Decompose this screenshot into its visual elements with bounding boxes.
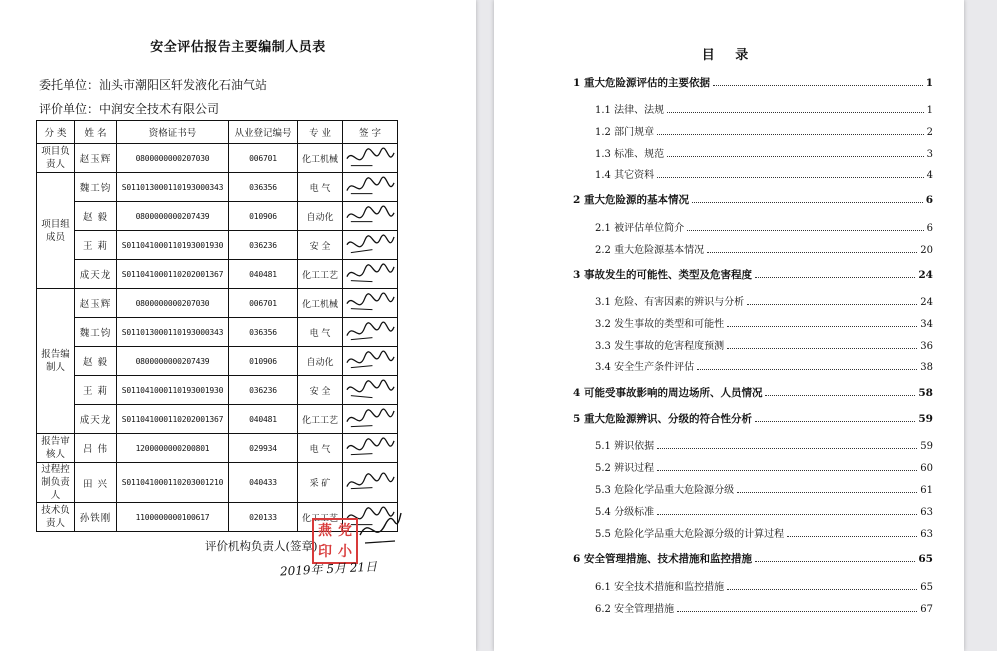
toc-title: 目 录 xyxy=(701,48,757,63)
category-cell: 项目负责人 xyxy=(37,144,75,173)
registration-cell: 036356 xyxy=(229,173,298,202)
header-signature: 签 字 xyxy=(343,121,398,144)
toc-chapter-entry xyxy=(573,551,933,566)
certificate-cell: S011041000110202001367 xyxy=(117,405,229,434)
toc-page-number: 65 xyxy=(920,582,933,593)
certificate-cell: S011013000110193000343 xyxy=(117,318,229,347)
toc-page-number: 4 xyxy=(926,170,933,181)
certificate-cell: S011041000110203001210 xyxy=(117,463,229,503)
toc-dot-leader xyxy=(657,469,917,471)
handwritten-signature xyxy=(343,434,397,461)
handwritten-signature xyxy=(343,173,397,200)
toc-entry-title: 4 可能受事故影响的周边场所、人员情况 xyxy=(573,387,763,399)
category-cell: 过程控制负责人 xyxy=(37,463,75,503)
handwritten-signature xyxy=(343,347,397,374)
specialty-cell: 自动化 xyxy=(298,347,343,376)
toc-page-number: 6 xyxy=(926,223,933,234)
toc-page-number: 24 xyxy=(918,269,933,281)
table-header-row xyxy=(37,121,398,144)
evaluator-value: 中润安全技术有限公司 xyxy=(99,102,220,116)
toc-entry-title: 2.2 重大危险源基本情况 xyxy=(595,245,705,256)
handwritten-signature xyxy=(343,260,397,287)
toc-page-number: 3 xyxy=(926,149,933,160)
stamp-char: 燕 xyxy=(318,522,332,539)
signature-cell xyxy=(343,405,398,434)
toc-entry-title: 5.4 分级标准 xyxy=(595,507,655,518)
toc-chapter-entry xyxy=(573,267,933,282)
registration-cell: 040481 xyxy=(229,405,298,434)
certificate-cell: S011041000110193001930 xyxy=(117,231,229,260)
specialty-cell: 安 全 xyxy=(298,376,343,405)
specialty-cell: 化工机械 xyxy=(298,144,343,173)
specialty-cell: 安 全 xyxy=(298,231,343,260)
name-cell: 赵 毅 xyxy=(75,202,117,231)
handwritten-signature xyxy=(343,469,397,496)
registration-cell: 036236 xyxy=(229,231,298,260)
toc-dot-leader xyxy=(755,276,915,278)
toc-section-entry xyxy=(595,358,933,373)
evaluator-line xyxy=(39,100,219,117)
handwritten-signature xyxy=(343,231,397,258)
certificate-cell: 1200000000200801 xyxy=(117,434,229,463)
toc-entry-title: 3.1 危险、有害因素的辨识与分析 xyxy=(595,297,745,308)
toc-section-entry xyxy=(595,145,933,160)
client-label: 委托单位： xyxy=(39,78,100,92)
toc-dot-leader xyxy=(727,588,917,590)
toc-section-entry xyxy=(595,166,933,181)
toc-entry-title: 5.2 辨识过程 xyxy=(595,463,655,474)
toc-page-number: 36 xyxy=(920,341,933,352)
toc-section-entry xyxy=(595,241,933,256)
handwritten-signature xyxy=(343,289,397,316)
registration-cell: 010906 xyxy=(229,347,298,376)
specialty-cell: 自动化 xyxy=(298,202,343,231)
client-line xyxy=(39,76,267,93)
toc-entry-title: 1.1 法律、法规 xyxy=(595,105,665,116)
category-cell: 技术负责人 xyxy=(37,503,75,532)
header-specialty: 专 业 xyxy=(298,121,343,144)
toc-dot-leader xyxy=(657,176,924,178)
signature-cell xyxy=(343,463,398,503)
name-cell: 孙铁刚 xyxy=(75,503,117,532)
category-cell: 报告编制人 xyxy=(37,289,75,434)
toc-page-number: 65 xyxy=(918,553,933,565)
certificate-cell: 0800000000207030 xyxy=(117,289,229,318)
table-row xyxy=(37,231,398,260)
toc-page-number: 38 xyxy=(920,362,933,373)
signature-cell xyxy=(343,376,398,405)
toc-dot-leader xyxy=(787,535,917,537)
handwritten-signature xyxy=(343,376,397,403)
toc-page-number: 2 xyxy=(926,127,933,138)
toc-entry-title: 5.5 危险化学品重大危险源分级的计算过程 xyxy=(595,529,785,540)
toc-section-entry xyxy=(595,219,933,234)
toc-dot-leader xyxy=(755,420,915,422)
toc-dot-leader xyxy=(747,303,917,305)
staff-table-title: 安全评估报告主要编制人员表 xyxy=(150,40,326,55)
specialty-cell: 化工工艺 xyxy=(298,503,343,532)
left-page xyxy=(0,0,476,651)
certificate-cell: S011041000110202001367 xyxy=(117,260,229,289)
toc-dot-leader xyxy=(667,155,924,157)
toc-chapter-entry xyxy=(573,192,933,207)
toc-section-entry xyxy=(595,101,933,116)
handwritten-signature xyxy=(343,144,397,171)
toc-entry-title: 3.2 发生事故的类型和可能性 xyxy=(595,319,725,330)
stamp-char: 党 xyxy=(338,522,352,539)
handwritten-signature xyxy=(343,202,397,229)
stamp-char: 小 xyxy=(338,543,352,560)
signature-date: 2019年 5月 21日 xyxy=(279,559,378,579)
toc-page-number: 1 xyxy=(925,77,933,89)
specialty-cell: 化工机械 xyxy=(298,289,343,318)
registration-cell: 040481 xyxy=(229,260,298,289)
stamp-char: 印 xyxy=(318,543,332,560)
toc-dot-leader xyxy=(765,394,915,396)
toc-page-number: 60 xyxy=(920,463,933,474)
table-row xyxy=(37,318,398,347)
toc-page-number: 20 xyxy=(920,245,933,256)
toc-section-entry xyxy=(595,293,933,308)
director-signature xyxy=(355,505,405,550)
toc-dot-leader xyxy=(727,325,917,327)
toc-chapter-entry xyxy=(573,75,933,90)
toc-page-number: 24 xyxy=(920,297,933,308)
registration-cell: 036356 xyxy=(229,318,298,347)
name-cell: 魏工钧 xyxy=(75,318,117,347)
toc-dot-leader xyxy=(755,560,915,562)
toc-entry-title: 6.1 安全技术措施和监控措施 xyxy=(595,582,725,593)
name-cell: 王 莉 xyxy=(75,231,117,260)
toc-section-entry xyxy=(595,315,933,330)
toc-page-number: 63 xyxy=(920,529,933,540)
handwritten-signature xyxy=(343,318,397,345)
signature-cell xyxy=(343,347,398,376)
toc-entry-title: 1.4 其它资料 xyxy=(595,170,655,181)
signature-cell xyxy=(343,173,398,202)
toc-entry-title: 2.1 被评估单位简介 xyxy=(595,223,685,234)
evaluator-label: 评价单位： xyxy=(39,102,100,116)
certificate-cell: 0800000000207439 xyxy=(117,347,229,376)
toc-dot-leader xyxy=(667,111,924,113)
toc-dot-leader xyxy=(657,447,917,449)
toc-section-entry xyxy=(595,459,933,474)
table-row xyxy=(37,405,398,434)
toc-dot-leader xyxy=(727,347,917,349)
header-name: 姓 名 xyxy=(75,121,117,144)
toc-entry-title: 3.4 安全生产条件评估 xyxy=(595,362,695,373)
signature-cell xyxy=(343,318,398,347)
table-row xyxy=(37,434,398,463)
certificate-cell: 0800000000207030 xyxy=(117,144,229,173)
toc-dot-leader xyxy=(737,491,917,493)
toc-entry-title: 2 重大危险源的基本情况 xyxy=(573,194,689,206)
toc-page-number: 1 xyxy=(926,105,933,116)
toc-entry-title: 1 重大危险源评估的主要依据 xyxy=(573,77,710,89)
staff-table xyxy=(36,120,398,532)
specialty-cell: 采 矿 xyxy=(298,463,343,503)
name-cell: 成天龙 xyxy=(75,260,117,289)
category-cell: 报告审核人 xyxy=(37,434,75,463)
registration-cell: 006701 xyxy=(229,289,298,318)
header-category: 分 类 xyxy=(37,121,75,144)
toc-page-number: 58 xyxy=(918,387,933,399)
toc-section-entry xyxy=(595,337,933,352)
table-row xyxy=(37,173,398,202)
name-cell: 田 兴 xyxy=(75,463,117,503)
toc-page-number: 61 xyxy=(920,485,933,496)
signature-cell xyxy=(343,231,398,260)
toc-chapter-entry xyxy=(573,385,933,400)
toc-entry-title: 1.3 标准、规范 xyxy=(595,149,665,160)
header-certificate: 资格证书号 xyxy=(117,121,229,144)
table-row xyxy=(37,347,398,376)
toc-page-number: 67 xyxy=(920,604,933,615)
signature-cell xyxy=(343,289,398,318)
toc-section-entry xyxy=(595,578,933,593)
toc-section-entry xyxy=(595,503,933,518)
name-cell: 魏工钧 xyxy=(75,173,117,202)
name-cell: 赵玉辉 xyxy=(75,144,117,173)
toc-section-entry xyxy=(595,600,933,615)
table-row xyxy=(37,376,398,405)
specialty-cell: 电 气 xyxy=(298,434,343,463)
toc-entry-title: 3 事故发生的可能性、类型及危害程度 xyxy=(573,269,752,281)
registration-cell: 040433 xyxy=(229,463,298,503)
red-seal-stamp xyxy=(312,518,358,564)
toc-dot-leader xyxy=(707,251,917,253)
toc-page-number: 63 xyxy=(920,507,933,518)
signature-cell xyxy=(343,202,398,231)
toc-chapter-entry xyxy=(573,411,933,426)
toc-dot-leader xyxy=(657,513,917,515)
toc-entry-title: 5.3 危险化学品重大危险源分级 xyxy=(595,485,735,496)
toc-section-entry xyxy=(595,525,933,540)
name-cell: 赵 毅 xyxy=(75,347,117,376)
header-registration: 从业登记编号 xyxy=(229,121,298,144)
table-row xyxy=(37,289,398,318)
toc-entry-title: 5 重大危险源辨识、分级的符合性分析 xyxy=(573,413,752,425)
toc-dot-leader xyxy=(677,610,917,612)
name-cell: 吕 伟 xyxy=(75,434,117,463)
table-row xyxy=(37,144,398,173)
toc-section-entry xyxy=(595,437,933,452)
registration-cell: 020133 xyxy=(229,503,298,532)
toc-entry-title: 1.2 部门规章 xyxy=(595,127,655,138)
table-row xyxy=(37,260,398,289)
signature-cell xyxy=(343,434,398,463)
name-cell: 成天龙 xyxy=(75,405,117,434)
table-row xyxy=(37,463,398,503)
specialty-cell: 电 气 xyxy=(298,173,343,202)
footer-signatory-label: 评价机构负责人(签章) xyxy=(205,539,318,553)
toc-section-entry xyxy=(595,123,933,138)
registration-cell: 036236 xyxy=(229,376,298,405)
toc-page-number: 59 xyxy=(918,413,933,425)
registration-cell: 010906 xyxy=(229,202,298,231)
toc-entry-title: 5.1 辨识依据 xyxy=(595,441,655,452)
name-cell: 王 莉 xyxy=(75,376,117,405)
toc-dot-leader xyxy=(692,201,923,203)
toc-entry-title: 3.3 发生事故的危害程度预测 xyxy=(595,341,725,352)
certificate-cell: 1100000000100617 xyxy=(117,503,229,532)
toc-dot-leader xyxy=(713,84,923,86)
category-cell: 项目组成员 xyxy=(37,173,75,289)
specialty-cell: 化工工艺 xyxy=(298,260,343,289)
signature-cell xyxy=(343,260,398,289)
certificate-cell: 0800000000207439 xyxy=(117,202,229,231)
toc-dot-leader xyxy=(687,229,924,231)
signature-cell xyxy=(343,144,398,173)
right-page xyxy=(494,0,964,651)
table-row xyxy=(37,202,398,231)
client-value: 汕头市潮阳区轩发液化石油气站 xyxy=(99,78,268,92)
toc-section-entry xyxy=(595,481,933,496)
toc-entry-title: 6 安全管理措施、技术措施和监控措施 xyxy=(573,553,752,565)
toc-entry-title: 6.2 安全管理措施 xyxy=(595,604,675,615)
certificate-cell: S011041000110193001930 xyxy=(117,376,229,405)
toc-page-number: 34 xyxy=(920,319,933,330)
name-cell: 赵玉辉 xyxy=(75,289,117,318)
toc-page-number: 59 xyxy=(920,441,933,452)
handwritten-signature xyxy=(343,405,397,432)
toc-page-number: 6 xyxy=(925,194,933,206)
registration-cell: 006701 xyxy=(229,144,298,173)
specialty-cell: 电 气 xyxy=(298,318,343,347)
toc-dot-leader xyxy=(657,133,924,135)
toc-dot-leader xyxy=(697,368,917,370)
registration-cell: 029934 xyxy=(229,434,298,463)
specialty-cell: 化工工艺 xyxy=(298,405,343,434)
certificate-cell: S011013000110193000343 xyxy=(117,173,229,202)
